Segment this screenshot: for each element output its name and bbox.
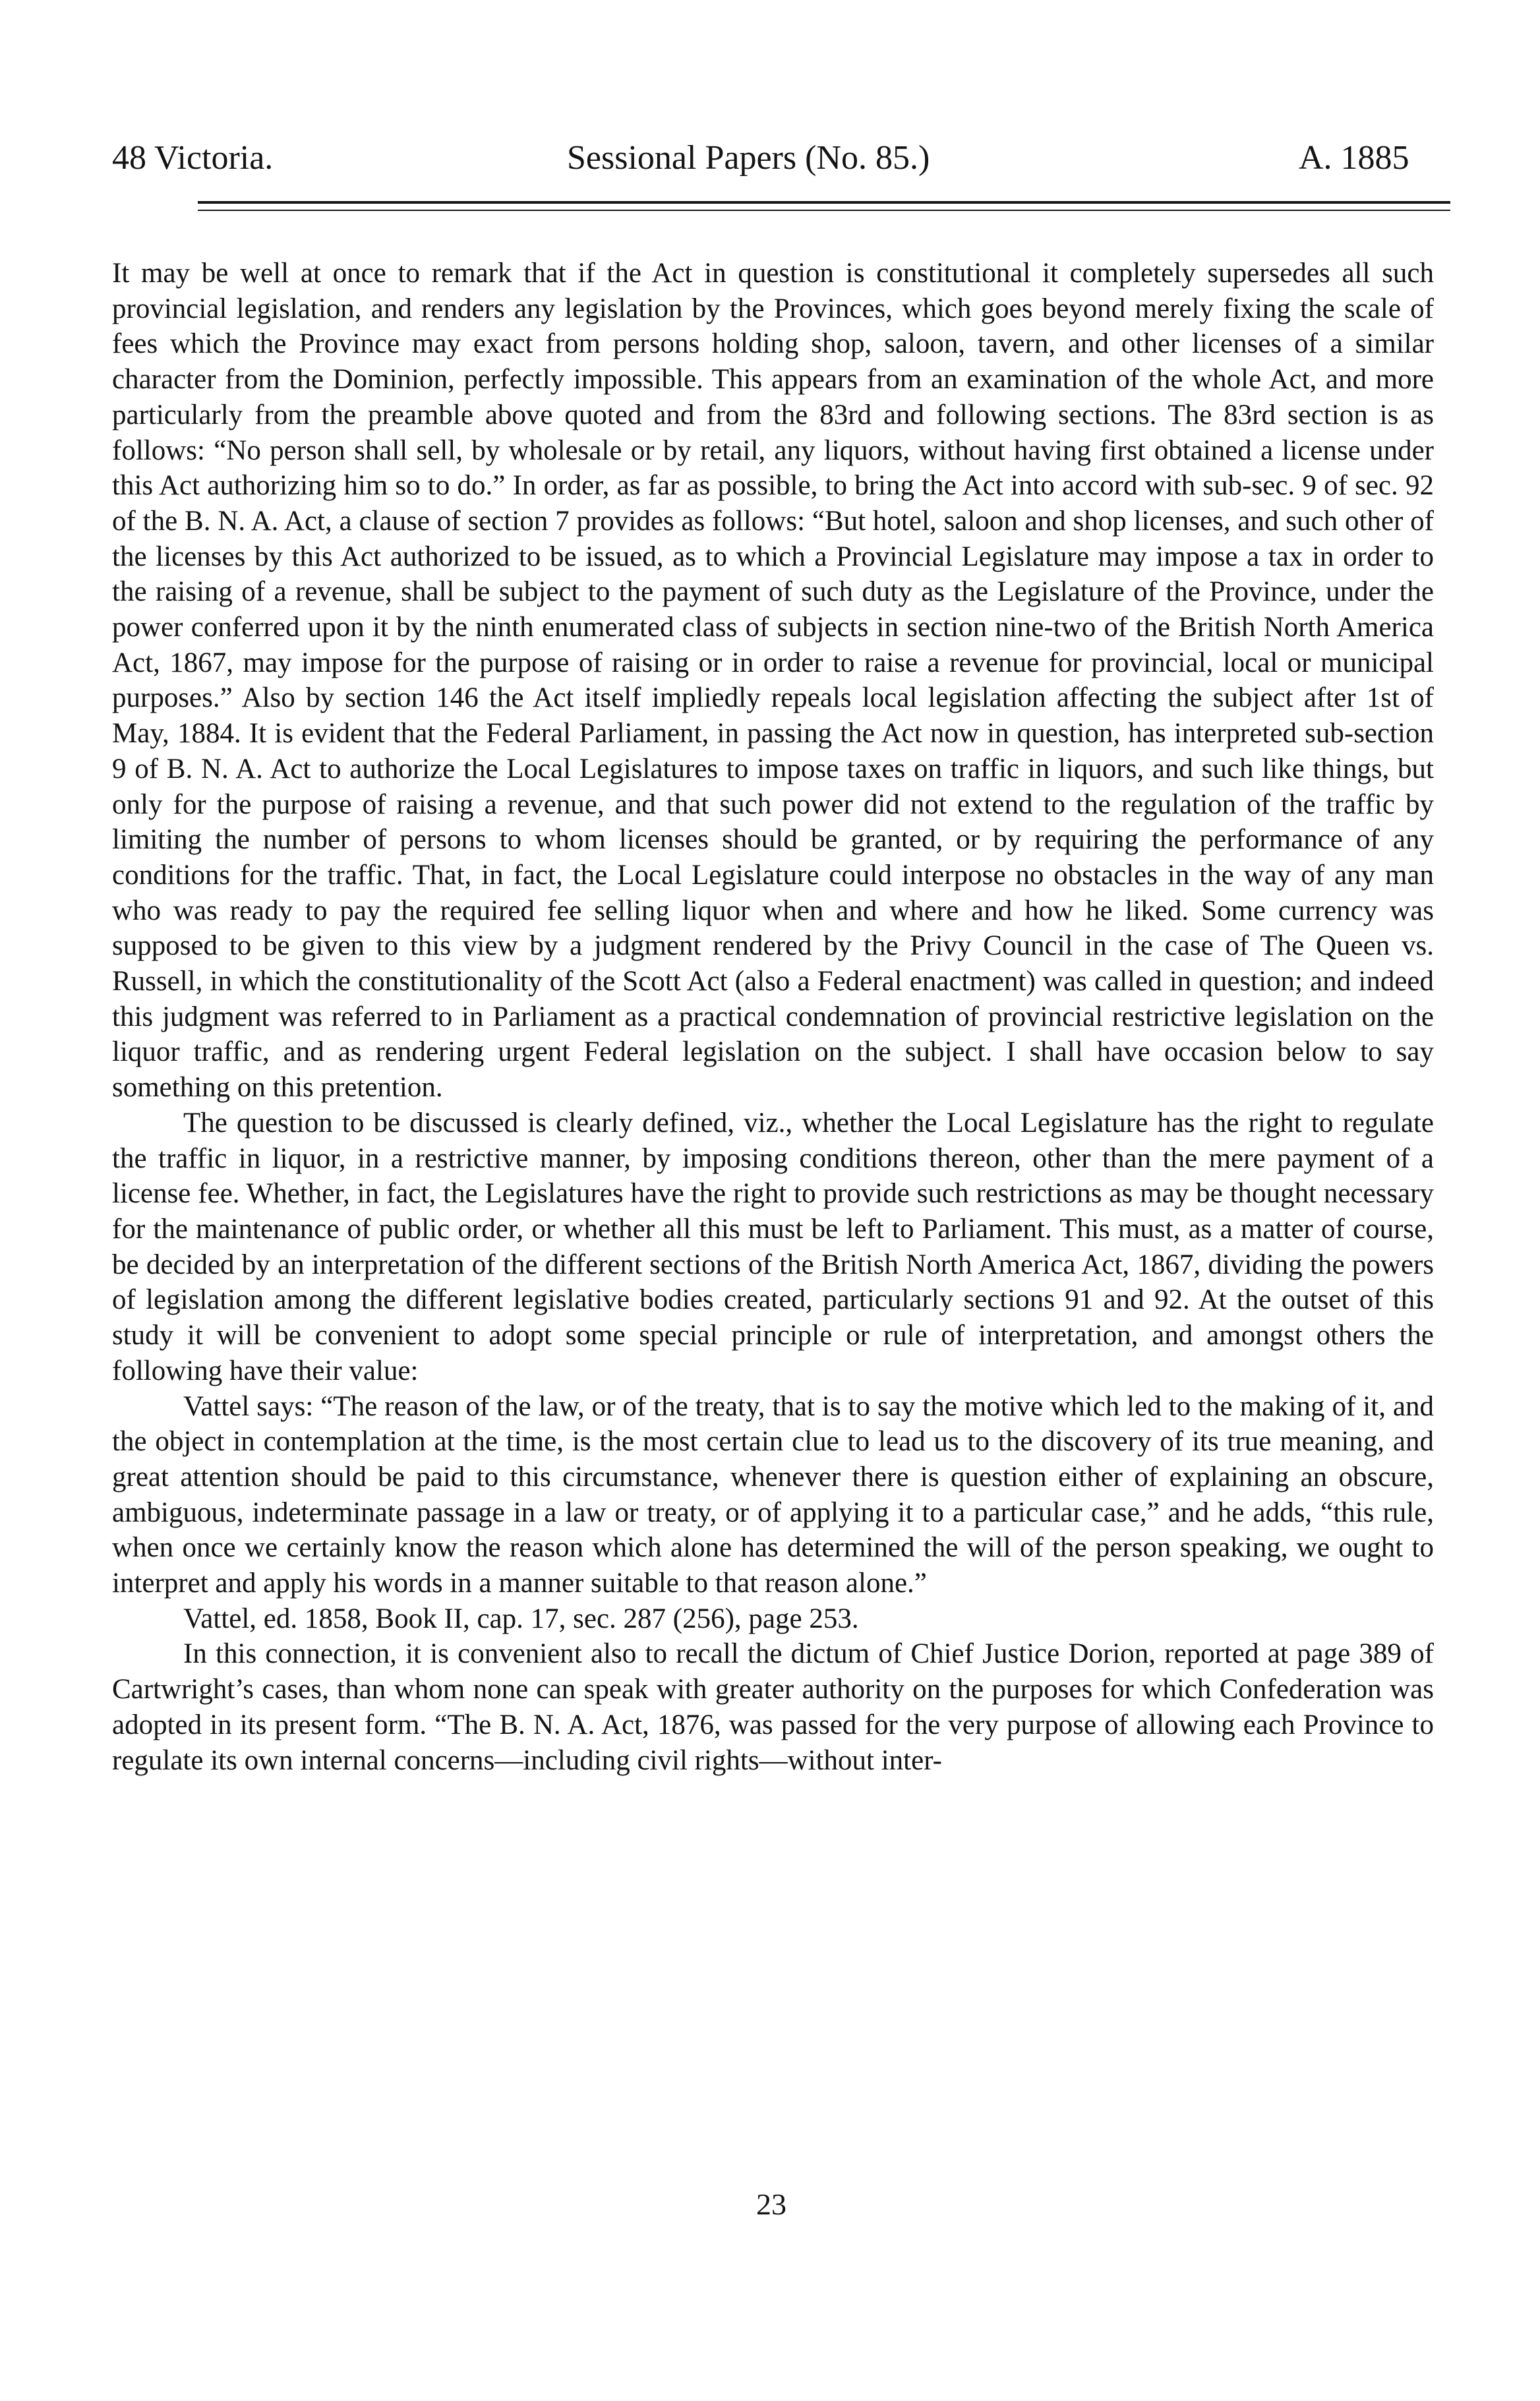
paragraph-1: It may be well at once to remark that if the Act in question is constitutional it completely supersedes all such provincial legislation, and renders any legislation by the Provinces, which goes beyond merely fixing the scale of fees which the Province may exact from persons holding shop, saloon, tavern, and other licenses of a similar character from the Dominion, perfectly impossible. This appears from an examination of the whole Act, and more particularly from the preamble above quoted and from the 83rd and following sections. The 83rd section is as follows: “No person shall sell, by wholesale or by retail, any liquors, without having first obtained a license under this Act authorizing him so to do.” In order, as far as possible, to bring the Act into accord with sub-sec. 9 of sec. 92 of the B. N. A. Act, a clause of section 7 provides as follows: “But hotel, saloon and shop licenses, and such other of the licenses by this Act authorized to be issued, as to which a Provincial Legislature may impose a tax in order to the raising of a revenue, shall be subject to the payment of such duty as the Legislature of the Province, under the power conferred upon it by the ninth enumerated class of subjects in section nine-two of the British North America Act, 1867, may impose for the purpose of raising or in order to raise a revenue for provincial, local or municipal purposes.” Also by section 146 the Act itself impliedly repeals local legislation affecting the subject after 1st of May, 1884. It is evident that the Federal Parliament, in passing the Act now in question, has interpreted sub-section 9 of B. N. A. Act to authorize the Local Legislatures to impose taxes on traffic in liquors, and such like things, but only for the purpose of raising a revenue, and that such power did not extend to the regulation of the traffic by limiting the number of persons to whom licenses should be granted, or by requiring the performance of any conditions for the traffic. That, in fact, the Local Legislature could interpose no obstacles in the way of any man who was ready to pay the required fee selling liquor when and where and how he liked. Some currency was supposed to be given to this view by a judgment rendered by the Privy Council in the case of The Queen vs. Russell, in which the constitutionality of the Scott Act (also a Federal enactment) was called in question; and indeed this judgment was referred to in Parliament as a practical condemnation of provincial restrictive legislation on the liquor traffic, and as rendering urgent Federal legislation on the subject. I shall have occasion below to say something on this pretention. [112,258,1434,1104]
header-rule-thick [198,201,1450,204]
header-session: 48 Victoria. [112,139,274,177]
header-title: Sessional Papers (No. 85.) [567,139,930,177]
running-header [112,135,1431,181]
paragraph-2: The question to be discussed is clearly defined, viz., whether the Local Legislature has the right to regulate the traffic in liquor, in a restrictive manner, by imposing conditions thereon, other than the mere payment of a license fee. Whether, in fact, the Legislatures have the right to provide such restrictions as may be thought necessary for the maintenance of public order, or whether all this must be left to Parliament. This must, as a matter of course, be decided by an interpretation of the different sections of the British North America Act, 1867, dividing the powers of legislation among the different legislative bodies created, particularly sections 91 and 92. At the outset of this study it will be convenient to adopt some special principle or rule of interpretation, and amongst others the following have their value: [112,1107,1434,1386]
paragraph-4: Vattel, ed. 1858, Book II, cap. 17, sec. 287 (256), page 253. [183,1603,859,1634]
body-text [112,256,1434,1778]
paragraph-3: Vattel says: “The reason of the law, or of the treaty, that is to say the motive which led to the making of it, and the object in contemplation at the time, is the most certain clue to lead us to the discovery of its true meaning, and great attention should be paid to this circumstance, whenever there is question either of explaining an obscure, ambiguous, indeterminate passage in a law or treaty, or of applying it to a particular case,” and he adds, “this rule, when once we certainly know the reason which alone has determined the will of the person speaking, we ought to interpret and apply his words in a manner suitable to that reason alone.” [112,1390,1434,1599]
header-rule-thin [198,210,1450,211]
paragraph-5: In this connection, it is convenient also to recall the dictum of Chief Justice Dorion, reported at page 389 of Cartwright’s cases, than whom none can speak with greater authority on the purposes for which Confederation was adopted in its present form. “The B. N. A. Act, 1876, was passed for the very purpose of allowing each Province to regulate its own internal concerns—including civil rights—without inter- [112,1638,1434,1776]
header-year: A. 1885 [1299,139,1409,177]
page-number: 23 [756,2187,786,2221]
